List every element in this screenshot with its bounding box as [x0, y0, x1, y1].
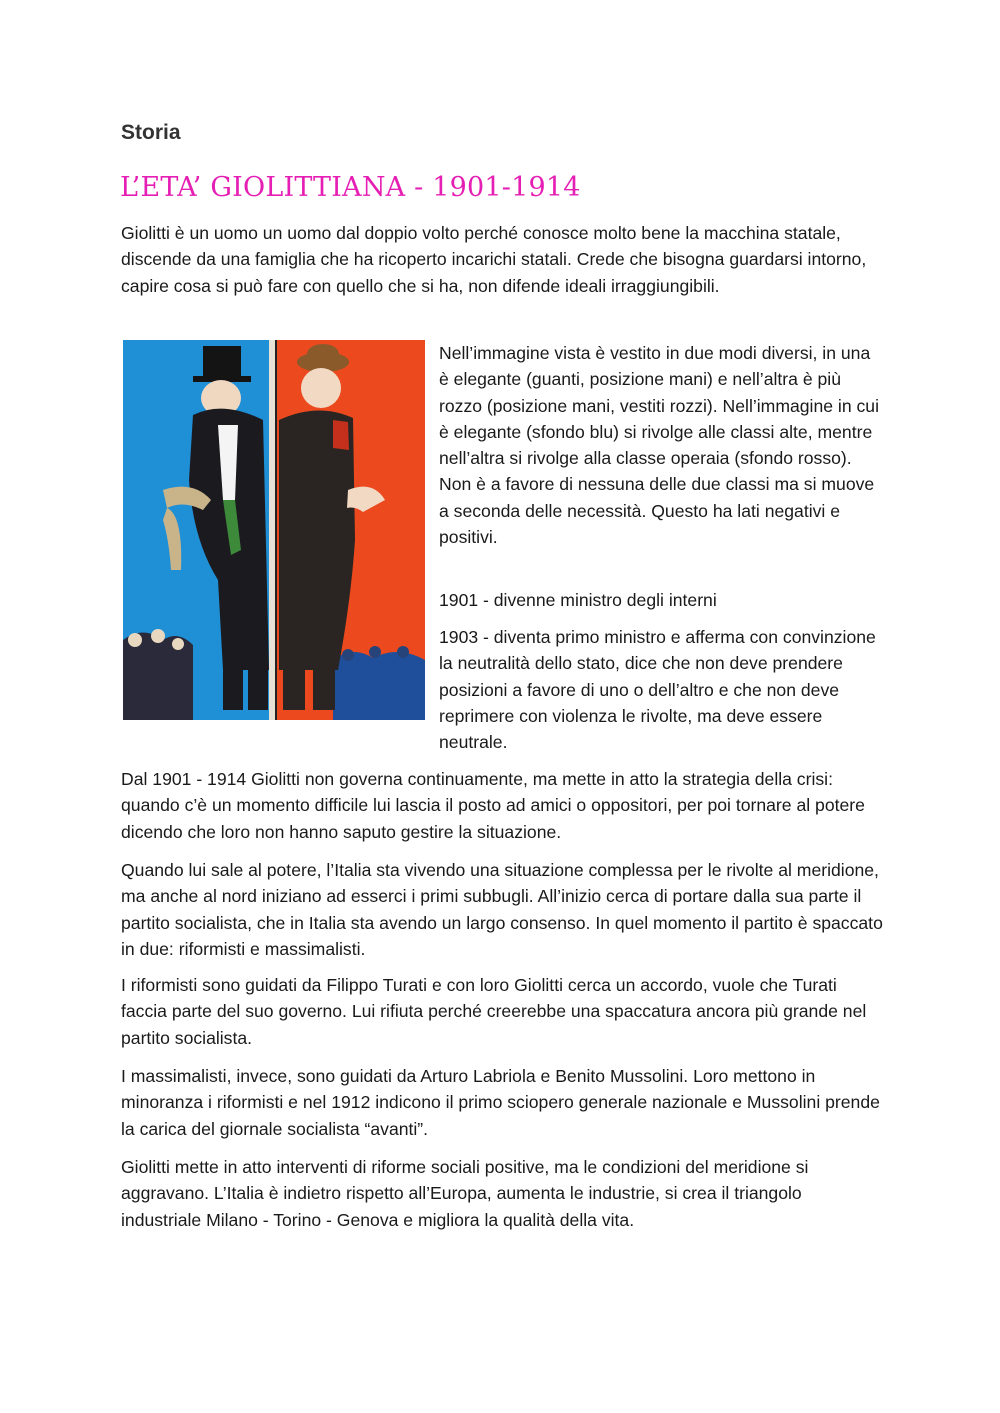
giolitti-caricature-illustration: [123, 340, 425, 720]
page-title: L’ETA’ GIOLITTIANA - 1901-1914: [120, 172, 581, 203]
event-1903: 1903 - diventa primo ministro e afferma con convinzione la neutralità dello stato, dice che non deve prendere posizioni a favore di uno o dell’altro e che non deve reprimere con violenza le rivolte, ma deve essere neutrale.: [439, 627, 876, 753]
subject-heading: Storia: [121, 121, 181, 144]
illustration-description: Nell’immagine vista è vestito in due modi diversi, in una è elegante (guanti, posizione mani) e nell’altra è più rozzo (posizione mani, vestiti rozzi). Nell’immagine in cui è elegante (sfondo blu) si rivolge alle classi alte, mentre nell’altra si rivolge alla classe operaia (sfondo rosso). Non è a favore di nessuna delle due classi ma si muove a seconda delle necessità. Questo ha lati negativi e positivi.: [439, 343, 879, 548]
intro-paragraph: Giolitti è un uomo un uomo dal doppio volto perché conosce molto bene la macchina statale, discende da una famiglia che ha ricoperto incarichi statali. Crede che bisogna guardarsi intorno, capire cosa si può fare con quello che si ha, non difende ideali irraggiungibili.: [121, 223, 867, 296]
paragraph-strategia-crisi: Dal 1901 - 1914 Giolitti non governa continuamente, ma mette in atto la strategia della crisi: quando c’è un momento difficile lui lascia il posto ad amici o oppositori, per poi tornare al potere dicendo che loro non hanno saputo gestire la situazione.: [121, 769, 865, 842]
paragraph-partito-socialista: Quando lui sale al potere, l’Italia sta vivendo una situazione complessa per le rivolte al meridione, ma anche al nord iniziano ad esserci i primi subbugli. All’inizio cerca di portare dalla sua parte il partito socialista, che in Italia sta avendo un largo consenso. In quel momento il partito è spaccato in due: riformisti e massimalisti.: [121, 860, 883, 959]
paragraph-riforme-sociali: Giolitti mette in atto interventi di riforme sociali positive, ma le condizioni del meridione si aggravano. L’Italia è indietro rispetto all’Europa, aumenta le industrie, si crea il triangolo industriale Milano - Torino - Genova e migliora la qualità della vita.: [121, 1157, 809, 1230]
paragraph-riformisti: I riformisti sono guidati da Filippo Turati e con loro Giolitti cerca un accordo, vuole che Turati faccia parte del suo governo. Lui rifiuta perché creerebbe una spaccatura ancora più grande nel partito socialista.: [121, 975, 867, 1048]
event-1901: 1901 - divenne ministro degli interni: [439, 590, 717, 610]
paragraph-massimalisti: I massimalisti, invece, sono guidati da Arturo Labriola e Benito Mussolini. Loro mettono in minoranza i riformisti e nel 1912 indicono il primo sciopero generale nazionale e Mussolini prende la carica del giornale socialista “avanti”.: [121, 1066, 880, 1139]
